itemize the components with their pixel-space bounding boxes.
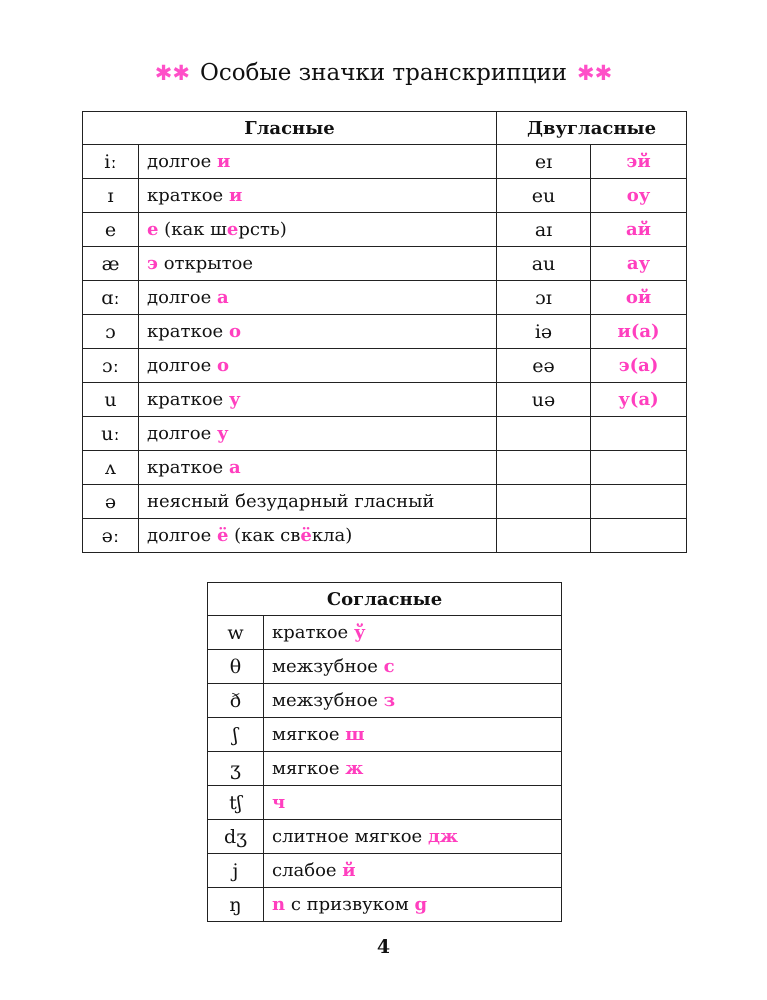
consonant-description [264, 718, 562, 752]
vowel-symbol: ɪ [83, 179, 139, 213]
table-row [208, 616, 562, 650]
highlight-letter: а [217, 287, 229, 308]
diphthong-symbol: uə [497, 383, 591, 417]
table-row [83, 179, 687, 213]
consonant-description [264, 888, 562, 922]
vowel-symbol: u [83, 383, 139, 417]
vowel-symbol: e [83, 213, 139, 247]
vowels-header: Гласные [83, 112, 497, 145]
vowel-description [139, 451, 497, 485]
description-text: неясный безударный гласный [147, 491, 435, 512]
consonant-symbol: w [208, 616, 264, 650]
diphthong-symbol: iə [497, 315, 591, 349]
diphthong-russian: ау [591, 247, 687, 281]
highlight-letter: ж [345, 758, 364, 779]
table-row [83, 315, 687, 349]
diphthong-symbol: ɔɪ [497, 281, 591, 315]
consonant-description [264, 650, 562, 684]
description-text: долгое [147, 525, 217, 546]
consonant-symbol: j [208, 854, 264, 888]
empty-cell [497, 451, 591, 485]
vowel-description [139, 213, 497, 247]
diphthong-symbol: eɪ [497, 145, 591, 179]
diphthong-russian: эй [591, 145, 687, 179]
consonant-symbol: tʃ [208, 786, 264, 820]
highlight-letter: е [147, 219, 159, 240]
page-title [0, 58, 767, 88]
consonant-description [264, 752, 562, 786]
table-row [208, 854, 562, 888]
empty-cell [591, 519, 687, 553]
highlight-letter: и [217, 151, 231, 172]
page-number: 4 [376, 936, 391, 958]
description-text: межзубное [272, 690, 384, 711]
highlight-letter: g [414, 894, 428, 915]
table-row [83, 281, 687, 315]
vowel-description [139, 145, 497, 179]
table-row [83, 485, 687, 519]
table-row [83, 145, 687, 179]
consonant-description [264, 786, 562, 820]
table-row [208, 650, 562, 684]
highlight-letter: о [217, 355, 230, 376]
diphthong-russian: у(а) [591, 383, 687, 417]
description-text: кла) [311, 525, 353, 546]
diphthong-symbol: au [497, 247, 591, 281]
description-text: (как ш [158, 219, 227, 240]
diphthong-symbol: eu [497, 179, 591, 213]
description-text: долгое [147, 355, 217, 376]
table-row [208, 718, 562, 752]
highlight-letter: о [228, 321, 241, 342]
description-text: долгое [147, 151, 217, 172]
highlight-letter: ё [300, 525, 312, 546]
description-text: слабое [272, 860, 343, 881]
table-row [83, 417, 687, 451]
consonant-description [264, 854, 562, 888]
description-text: (как св [228, 525, 301, 546]
empty-cell [497, 417, 591, 451]
vowel-symbol: ɔ [83, 315, 139, 349]
description-text: краткое [272, 622, 354, 643]
consonant-symbol: θ [208, 650, 264, 684]
description-text: слитное мягкое [272, 826, 428, 847]
vowel-symbol: ɔː [83, 349, 139, 383]
table-row [208, 820, 562, 854]
description-text: долгое [147, 287, 217, 308]
diphthongs-header: Двугласные [497, 112, 687, 145]
empty-cell [591, 451, 687, 485]
empty-cell [497, 485, 591, 519]
consonant-symbol: dʒ [208, 820, 264, 854]
description-text: с призвуком [285, 894, 415, 915]
table-row [208, 888, 562, 922]
description-text: краткое [147, 321, 229, 342]
highlight-letter: с [383, 656, 395, 677]
diphthong-russian: ой [591, 281, 687, 315]
diphthong-russian: ай [591, 213, 687, 247]
table-row [208, 752, 562, 786]
diphthong-symbol: eə [497, 349, 591, 383]
vowel-symbol: əː [83, 519, 139, 553]
vowel-symbol: ʌ [83, 451, 139, 485]
vowel-description [139, 315, 497, 349]
table-row [208, 684, 562, 718]
consonant-symbol: ʒ [208, 752, 264, 786]
highlight-letter: ё [217, 525, 229, 546]
table-row [83, 451, 687, 485]
description-text: краткое [147, 457, 229, 478]
description-text: межзубное [272, 656, 384, 677]
highlight-letter: у [228, 389, 241, 410]
vowel-description [139, 417, 497, 451]
consonant-symbol: ʃ [208, 718, 264, 752]
table-row [83, 349, 687, 383]
vowel-description [139, 383, 497, 417]
diphthong-russian: э(а) [591, 349, 687, 383]
table-row [208, 786, 562, 820]
description-text: долгое [147, 423, 217, 444]
consonant-description [264, 684, 562, 718]
diphthong-russian: и(а) [591, 315, 687, 349]
highlight-letter: ш [345, 724, 365, 745]
description-text: краткое [147, 389, 229, 410]
asterisk-icon-left: ✱✱ [154, 61, 190, 85]
vowel-symbol: uː [83, 417, 139, 451]
description-text: мягкое [272, 724, 346, 745]
highlight-letter: и [228, 185, 243, 206]
highlight-letter: ч [272, 792, 286, 813]
diphthong-russian: оу [591, 179, 687, 213]
table-row [83, 383, 687, 417]
description-text: открытое [157, 253, 254, 274]
vowel-symbol: iː [83, 145, 139, 179]
asterisk-icon-right: ✱✱ [577, 61, 613, 85]
vowel-symbol: ɑː [83, 281, 139, 315]
title-text: Особые значки транскрипции [199, 60, 568, 86]
table-row [83, 519, 687, 553]
vowel-description [139, 247, 497, 281]
highlight-letter: э [147, 253, 158, 274]
consonants-header: Согласные [208, 583, 562, 616]
description-text: мягкое [272, 758, 346, 779]
empty-cell [591, 417, 687, 451]
empty-cell [591, 485, 687, 519]
description-text: краткое [147, 185, 229, 206]
consonant-description [264, 820, 562, 854]
highlight-letter: е [226, 219, 239, 240]
vowel-description [139, 519, 497, 553]
vowel-description [139, 281, 497, 315]
vowel-symbol: æ [83, 247, 139, 281]
consonants-table [207, 582, 562, 922]
vowels-diphthongs-table [82, 111, 687, 553]
consonant-symbol: ŋ [208, 888, 264, 922]
description-text: рсть) [238, 219, 287, 240]
highlight-letter: й [342, 860, 356, 881]
consonant-symbol: ð [208, 684, 264, 718]
vowel-symbol: ə [83, 485, 139, 519]
highlight-letter: дж [427, 826, 459, 847]
vowel-description [139, 179, 497, 213]
highlight-letter: з [383, 690, 396, 711]
table-row [83, 213, 687, 247]
highlight-letter: ў [353, 622, 366, 643]
empty-cell [497, 519, 591, 553]
highlight-letter: а [228, 457, 241, 478]
highlight-letter: у [217, 423, 229, 444]
highlight-letter: n [272, 894, 286, 915]
table-row [83, 247, 687, 281]
diphthong-symbol: aɪ [497, 213, 591, 247]
vowel-description [139, 485, 497, 519]
vowel-description [139, 349, 497, 383]
consonant-description [264, 616, 562, 650]
